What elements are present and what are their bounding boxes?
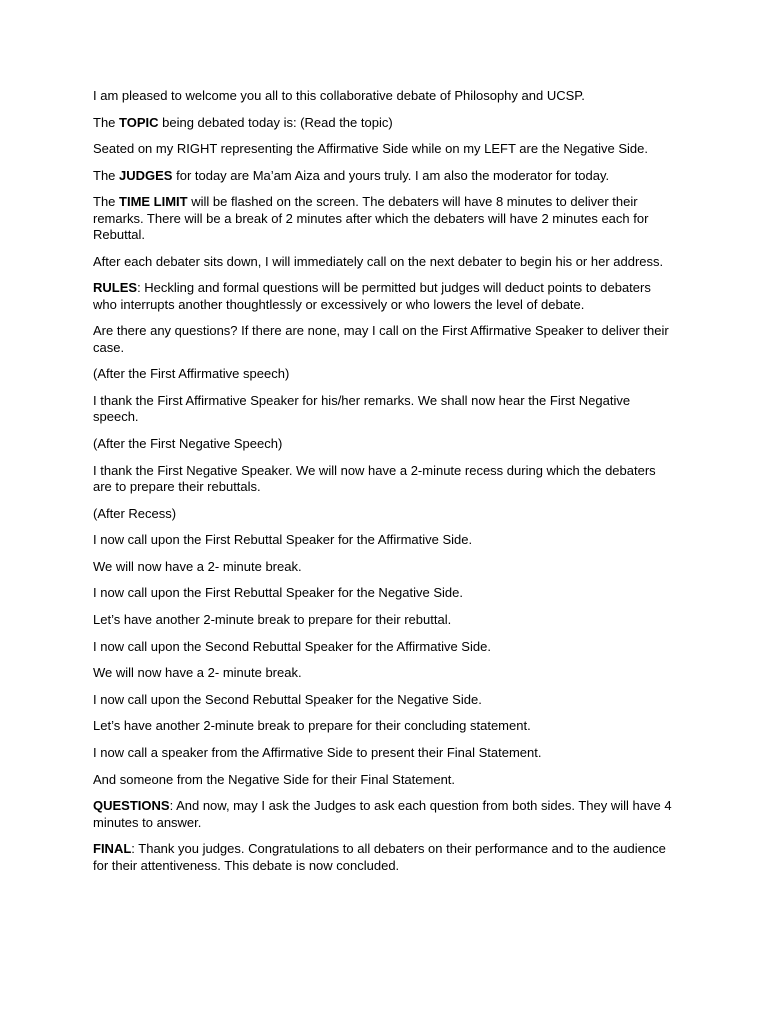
paragraph-break-concluding: Let’s have another 2-minute break to prepare for their concluding statement. [93,718,531,734]
paragraph-after-first-affirmative: (After the First Affirmative speech) [93,366,290,382]
label-final: FINAL [93,841,132,857]
paragraph-final-negative: And someone from the Negative Side for their Final Statement. [93,771,456,787]
paragraph-judges: The JUDGES for today are Ma’am Aiza and yours truly. I am also the moderator for today. [93,167,610,183]
paragraph-questions-call: Are there any questions? If there are none, may I call on the First Affirmative Speaker to deliver their case. [93,323,669,355]
paragraph-after-recess: (After Recess) [93,505,177,521]
paragraph-seating: Seated on my RIGHT representing the Affirmative Side while on my LEFT are the Negative Side. [93,141,648,157]
paragraph-welcome: I am pleased to welcome you all to this collaborative debate of Philosophy and UCSP. [93,88,585,103]
paragraph-first-rebuttal-negative: I now call upon the First Rebuttal Speaker for the Negative Side. [93,585,463,601]
label-time-limit: TIME LIMIT [119,194,188,210]
paragraph-time-limit: The TIME LIMIT will be flashed on the screen. The debaters will have 8 minutes to deliver their remarks. There will be a break of 2 minutes after which the debaters will have 2 minutes each for Rebuttal. [93,194,649,243]
label-questions: QUESTIONS [93,798,170,814]
paragraph-second-rebuttal-affirmative: I now call upon the Second Rebuttal Speaker for the Affirmative Side. [93,638,491,654]
paragraph-final-affirmative: I now call a speaker from the Affirmative Side to present their Final Statement. [93,744,542,760]
label-topic: TOPIC [119,114,159,130]
paragraph-thank-first-negative: I thank the First Negative Speaker. We will now have a 2-minute recess during which the debaters are to prepare their rebuttals. [93,462,656,494]
paragraph-break-2: We will now have a 2- minute break. [93,665,302,681]
paragraph-break-1: We will now have a 2- minute break. [93,558,302,574]
paragraph-after-first-negative: (After the First Negative Speech) [93,435,283,451]
paragraph-final: FINAL: Thank you judges. Congratulations to all debaters on their performance and to the audience for their attentiveness. This debate is now concluded. [93,841,666,873]
paragraph-order: After each debater sits down, I will immediately call on the next debater to begin his or her address. [93,253,664,269]
paragraph-first-rebuttal-affirmative: I now call upon the First Rebuttal Speaker for the Affirmative Side. [93,532,473,548]
label-judges: JUDGES [119,167,173,183]
paragraph-questions: QUESTIONS: And now, may I ask the Judges to ask each question from both sides. They will have 4 minutes to answer. [93,798,672,830]
paragraph-topic: The TOPIC being debated today is: (Read the topic) [93,114,393,130]
paragraph-thank-first-affirmative: I thank the First Affirmative Speaker for his/her remarks. We shall now hear the First Negative speech. [93,392,631,425]
document-page [93,88,673,884]
label-rules: RULES [93,280,138,296]
paragraph-rules: RULES: Heckling and formal questions will be permitted but judges will deduct points to debaters who interrupts another thoughtlessly or excessively or who lowers the level of debate. [93,280,651,312]
paragraph-break-rebuttal: Let’s have another 2-minute break to prepare for their rebuttal. [93,611,452,627]
paragraph-second-rebuttal-negative: I now call upon the Second Rebuttal Speaker for the Negative Side. [93,691,482,707]
